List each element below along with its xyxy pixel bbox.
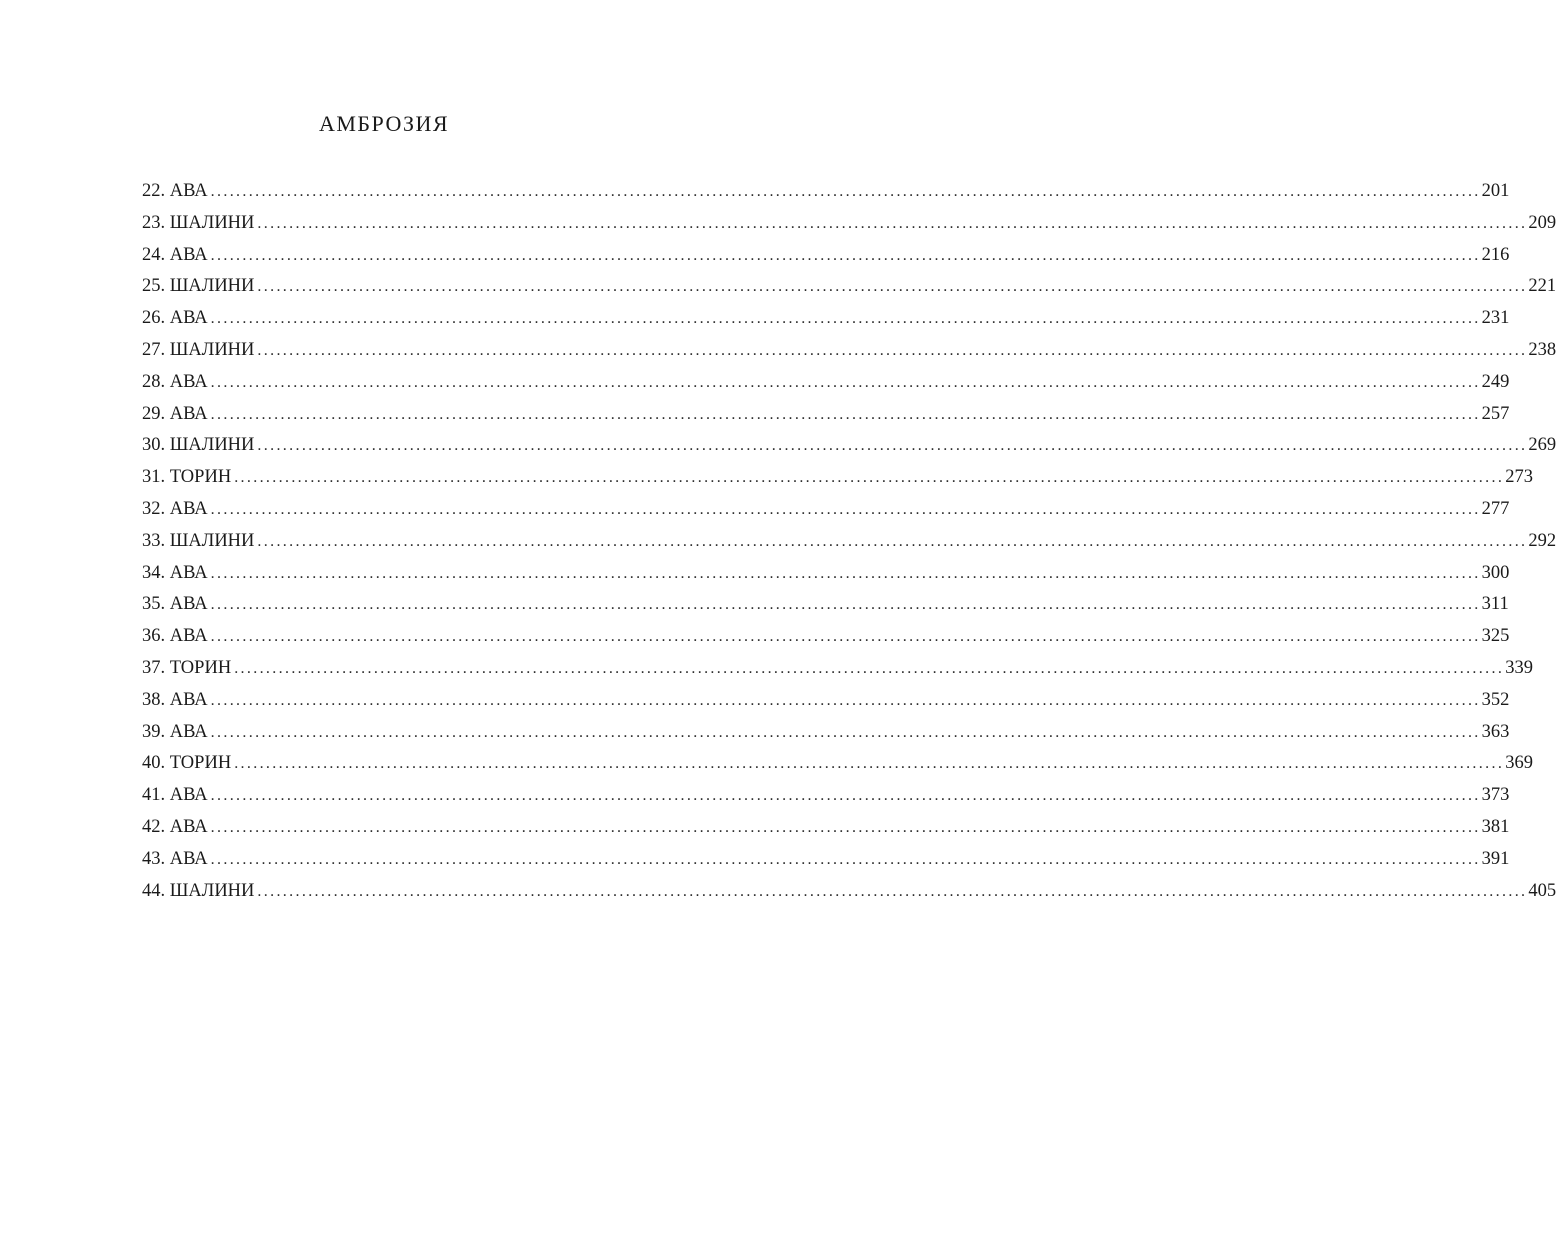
table-of-contents bbox=[142, 178, 1556, 909]
toc-entry-page-number: 216 bbox=[1481, 244, 1510, 265]
dot-leader: ........................................................................................................................................................................................................ bbox=[210, 787, 1481, 805]
toc-entry-title: 28. АВА bbox=[142, 371, 208, 392]
toc-entry-title: 26. АВА bbox=[142, 308, 208, 329]
toc-entry-title: 31. ТОРИН bbox=[142, 467, 232, 488]
toc-entry-page-number: 238 bbox=[1528, 339, 1556, 360]
toc-entry-title: 29. АВА bbox=[142, 403, 208, 424]
toc-entry-title: 41. АВА bbox=[142, 785, 208, 806]
toc-entry[interactable] bbox=[142, 687, 1510, 719]
toc-entry-title: 35. АВА bbox=[142, 594, 208, 615]
toc-entry[interactable] bbox=[142, 719, 1510, 751]
toc-entry-page-number: 381 bbox=[1481, 816, 1510, 837]
toc-entry-page-number: 257 bbox=[1481, 403, 1510, 424]
toc-entry-page-number: 292 bbox=[1528, 530, 1556, 551]
toc-entry-page-number: 373 bbox=[1481, 785, 1510, 806]
toc-entry-page-number: 363 bbox=[1481, 721, 1510, 742]
toc-entry[interactable] bbox=[142, 782, 1510, 814]
toc-entry-title: 27. ШАЛИНИ bbox=[142, 339, 255, 360]
dot-leader: ........................................................................................................................................................................................................ bbox=[210, 564, 1481, 582]
toc-entry-page-number: 369 bbox=[1505, 753, 1533, 774]
dot-leader: ........................................................................................................................................................................................................ bbox=[257, 882, 1528, 900]
toc-entry[interactable] bbox=[142, 591, 1509, 623]
dot-leader: ........................................................................................................................................................................................................ bbox=[210, 818, 1481, 836]
toc-entry[interactable] bbox=[142, 496, 1510, 528]
dot-leader: ........................................................................................................................................................................................................ bbox=[210, 850, 1481, 868]
toc-entry-page-number: 221 bbox=[1528, 276, 1556, 297]
toc-entry-page-number: 209 bbox=[1528, 212, 1556, 233]
page-header-title: АМБРОЗИЯ bbox=[318, 111, 450, 136]
dot-leader: ........................................................................................................................................................................................................ bbox=[210, 310, 1481, 328]
dot-leader: ........................................................................................................................................................................................................ bbox=[210, 373, 1481, 391]
dot-leader: ........................................................................................................................................................................................................ bbox=[257, 437, 1528, 455]
toc-entry-page-number: 352 bbox=[1481, 689, 1510, 710]
dot-leader: ........................................................................................................................................................................................................ bbox=[257, 341, 1528, 359]
dot-leader: ........................................................................................................................................................................................................ bbox=[210, 723, 1481, 741]
toc-entry[interactable] bbox=[142, 750, 1533, 782]
toc-entry[interactable] bbox=[142, 655, 1533, 687]
dot-leader: ........................................................................................................................................................................................................ bbox=[234, 469, 1505, 487]
toc-entry-page-number: 311 bbox=[1481, 594, 1509, 615]
toc-entry[interactable] bbox=[142, 623, 1510, 655]
toc-entry-title: 36. АВА bbox=[142, 626, 208, 647]
toc-entry[interactable] bbox=[142, 401, 1510, 433]
toc-entry-title: 34. АВА bbox=[142, 562, 208, 583]
toc-entry[interactable] bbox=[142, 814, 1510, 846]
toc-entry[interactable] bbox=[142, 560, 1510, 592]
toc-entry-page-number: 391 bbox=[1481, 848, 1510, 869]
toc-entry-page-number: 249 bbox=[1481, 371, 1510, 392]
toc-entry-page-number: 405 bbox=[1528, 880, 1556, 901]
dot-leader: ........................................................................................................................................................................................................ bbox=[210, 246, 1481, 264]
toc-entry-title: 30. ШАЛИНИ bbox=[142, 435, 255, 456]
toc-entry[interactable] bbox=[142, 337, 1556, 369]
toc-entry[interactable] bbox=[142, 369, 1510, 401]
toc-entry[interactable] bbox=[142, 464, 1533, 496]
toc-entry-title: 40. ТОРИН bbox=[142, 753, 232, 774]
toc-entry-title: 38. АВА bbox=[142, 689, 208, 710]
dot-leader: ........................................................................................................................................................................................................ bbox=[210, 183, 1481, 200]
dot-leader: ........................................................................................................................................................................................................ bbox=[234, 659, 1505, 677]
toc-entry-page-number: 273 bbox=[1505, 467, 1533, 488]
toc-entry-page-number: 300 bbox=[1481, 562, 1510, 583]
toc-entry-page-number: 269 bbox=[1528, 435, 1556, 456]
toc-entry[interactable] bbox=[142, 242, 1510, 274]
toc-entry-page-number: 231 bbox=[1481, 308, 1510, 329]
dot-leader: ........................................................................................................................................................................................................ bbox=[257, 278, 1528, 296]
toc-entry[interactable] bbox=[142, 210, 1556, 242]
toc-entry-title: 25. ШАЛИНИ bbox=[142, 276, 255, 297]
toc-entry-page-number: 325 bbox=[1481, 626, 1510, 647]
toc-entry[interactable] bbox=[142, 878, 1556, 910]
toc-entry-page-number: 201 bbox=[1481, 181, 1510, 201]
toc-entry-page-number: 277 bbox=[1481, 498, 1510, 519]
dot-leader: ........................................................................................................................................................................................................ bbox=[210, 628, 1481, 646]
toc-entry[interactable] bbox=[142, 846, 1510, 878]
toc-entry[interactable] bbox=[142, 528, 1556, 560]
toc-entry[interactable] bbox=[142, 273, 1556, 305]
toc-entry-page-number: 339 bbox=[1505, 657, 1533, 678]
toc-entry[interactable] bbox=[142, 305, 1510, 337]
toc-entry-title: 33. ШАЛИНИ bbox=[142, 530, 255, 551]
toc-entry[interactable] bbox=[142, 178, 1510, 210]
toc-entry-title: 42. АВА bbox=[142, 816, 208, 837]
toc-entry-title: 24. АВА bbox=[142, 244, 208, 265]
toc-entry-title: 23. ШАЛИНИ bbox=[142, 212, 255, 233]
toc-entry-title: 43. АВА bbox=[142, 848, 208, 869]
dot-leader: ........................................................................................................................................................................................................ bbox=[210, 405, 1481, 423]
toc-entry-title: 44. ШАЛИНИ bbox=[142, 880, 255, 901]
dot-leader: ........................................................................................................................................................................................................ bbox=[210, 596, 1481, 614]
toc-entry-title: 22. АВА bbox=[142, 181, 208, 201]
toc-entry-title: 37. ТОРИН bbox=[142, 657, 232, 678]
toc-entry-title: 32. АВА bbox=[142, 498, 208, 519]
dot-leader: ........................................................................................................................................................................................................ bbox=[257, 532, 1528, 550]
dot-leader: ........................................................................................................................................................................................................ bbox=[210, 500, 1481, 518]
toc-entry[interactable] bbox=[142, 432, 1556, 464]
toc-entry-title: 39. АВА bbox=[142, 721, 208, 742]
dot-leader: ........................................................................................................................................................................................................ bbox=[257, 214, 1528, 232]
dot-leader: ........................................................................................................................................................................................................ bbox=[210, 691, 1481, 709]
dot-leader: ........................................................................................................................................................................................................ bbox=[234, 755, 1505, 773]
